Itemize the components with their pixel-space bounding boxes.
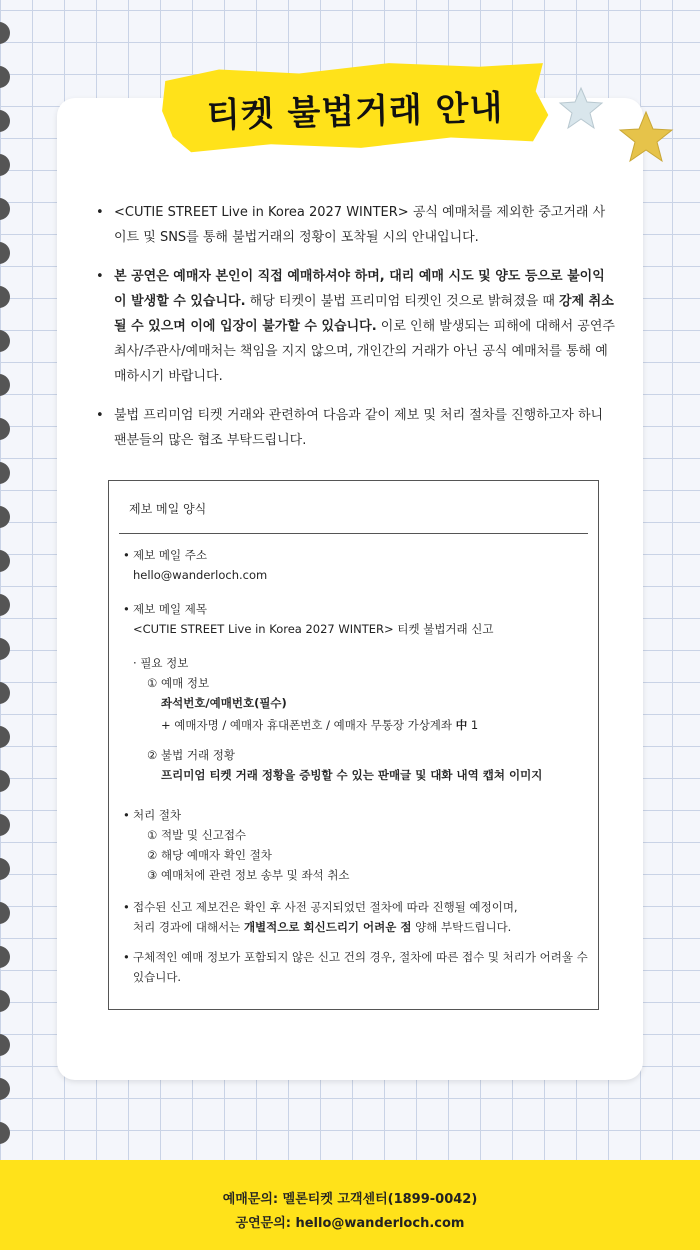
- form-divider: [119, 533, 588, 534]
- note-text: 양해 부탁드립니다.: [411, 920, 512, 934]
- notice-strong-text: 강제 취소될 수 있으며 이에 입장이 불가할 수 있습니다.: [114, 294, 614, 334]
- footer: [0, 1160, 700, 1250]
- bullet-dot: •: [96, 205, 104, 220]
- notice-text: 불법 프리미엄 티켓 거래와 관련하여 다음과 같이 제보 및 처리 절차를 진행하고자 하니 팬분들의 많은 협조 부탁드립니다.: [114, 408, 604, 448]
- note-strong-text: 개별적으로 회신드리기 어려운 점: [243, 920, 412, 934]
- notice-text: <CUTIE STREET Live in Korea 2027 WINTER> 공식 예매처를 제외한 중고거래 사이트 및 SNS를 통해 불법거래의 정황이 포착될 시의 안내입니다.: [114, 205, 606, 245]
- notice-strong-text: 본 공연은 예매자 본인이 직접 예매하셔야 하며, 대리 예매 시도 및 양도 등으로 불이익이 발생할 수 있습니다.: [114, 269, 605, 309]
- subject-text: <CUTIE STREET Live in Korea 2027 WINTER> 티켓 불법거래 신고: [133, 622, 494, 636]
- footer-ticket-inquiry: 예매문의: 멜론티켓 고객센터(1899-0042): [222, 1192, 478, 1207]
- process-step: ③ 예매처에 관련 정보 송부 및 좌석 취소: [147, 868, 350, 882]
- process-note-2: • 구체적인 예매 정보가 포함되지 않은 신고 건의 경우, 절차에 따른 접수 및 처리가 어려울 수 있습니다.: [123, 950, 588, 984]
- page-title: 티켓 불법거래 안내: [206, 88, 504, 136]
- email-section: • 제보 메일 주소 hello@wanderloch.com: [123, 548, 268, 582]
- subject-label: 제보 메일 제목: [133, 602, 207, 616]
- form-title: 제보 메일 양식: [129, 502, 207, 516]
- req1-extra-suffix: 1: [467, 718, 479, 732]
- process-label: 처리 절차: [133, 808, 182, 822]
- process-section: • 처리 절차 ① 적발 및 신고접수 ② 해당 예매자 확인 절차 ③ 예매처에 관련 정보 송부 및 좌석 취소: [123, 808, 350, 882]
- silver-star-icon: [558, 86, 604, 130]
- req1-extra: + 예매자명 / 예매자 휴대폰번호 / 예매자 무통장 가상계좌: [161, 718, 456, 732]
- bullet-dot: •: [96, 269, 104, 284]
- notice-text: 해당 티켓이 불법 프리미엄 티켓인 것으로 밝혀졌을 때: [245, 294, 560, 309]
- note-text: 접수된 신고 제보건은 확인 후 사전 공지되었던 절차에 따라 진행될 예정이며,: [133, 900, 518, 914]
- notice-item: [96, 403, 616, 453]
- title-banner: [159, 57, 551, 155]
- process-step: ① 적발 및 신고접수: [147, 828, 247, 842]
- required-label: 필요 정보: [140, 656, 189, 670]
- note-text: 구체적인 예매 정보가 포함되지 않은 신고 건의 경우, 절차에 따른 접수 및 처리가 어려울 수 있습니다.: [133, 950, 588, 984]
- notice-list: [96, 200, 616, 467]
- process-step: ② 해당 예매자 확인 절차: [147, 848, 272, 862]
- req1-extra-bold: 中: [455, 718, 468, 732]
- note-text: 처리 경과에 대해서는: [133, 920, 244, 934]
- req1-bold: 좌석번호/예매번호(필수): [161, 696, 287, 710]
- req1-label: ① 예매 정보: [147, 676, 210, 690]
- process-note-1: • 접수된 신고 제보건은 확인 후 사전 공지되었던 절차에 따라 진행될 예정이며, 처리 경과에 대해서는 개별적으로 회신드리기 어려운 점 양해 부탁드립니다.: [123, 900, 518, 934]
- email-address[interactable]: hello@wanderloch.com: [133, 568, 268, 582]
- gold-star-icon: [618, 110, 674, 164]
- required-info-section: · 필요 정보 ① 예매 정보 좌석번호/예매번호(필수) + 예매자명 / 예매자 휴대폰번호 / 예매자 무통장 가상계좌 中 1 ② 불법 거래 정황 프리미엄 티켓 거래 정황을 증빙할 수 있는 판매글 및 대화 내역 캡쳐 이미지: [133, 656, 543, 782]
- req2-label: ② 불법 거래 정황: [147, 748, 235, 762]
- notice-item: [96, 264, 616, 389]
- report-form-box: [108, 480, 599, 1010]
- email-label: 제보 메일 주소: [133, 548, 207, 562]
- notice-item: [96, 200, 616, 250]
- subject-section: • 제보 메일 제목 <CUTIE STREET Live in Korea 2027 WINTER> 티켓 불법거래 신고: [123, 602, 494, 636]
- notice-text: 이로 인해 발생되는 피해에 대해서 공연주최사/주관사/예매처는 책임을 지지 않으며, 개인간의 거래가 아닌 공식 예매처를 통해 예매하시기 바랍니다.: [114, 319, 615, 384]
- bullet-dot: •: [96, 408, 104, 423]
- footer-show-inquiry: 공연문의: hello@wanderloch.com: [235, 1216, 465, 1231]
- req2-bold: 프리미엄 티켓 거래 정황을 증빙할 수 있는 판매글 및 대화 내역 캡쳐 이미지: [161, 768, 543, 782]
